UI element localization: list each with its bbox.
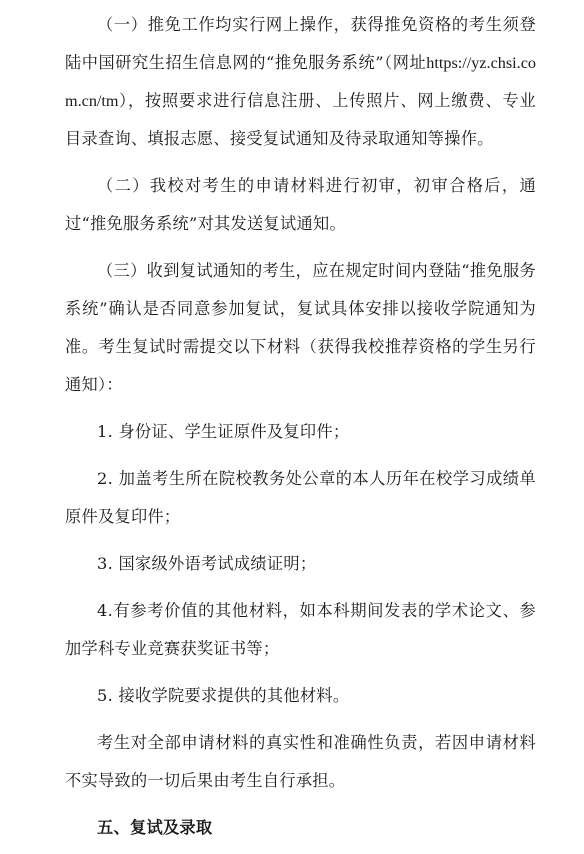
paragraph-authenticity-responsibility: 考生对全部申请材料的真实性和准确性负责，若因申请材料不实导致的一切后果由考生自行承担。 [65, 733, 536, 790]
paragraph-initial-review: （二）我校对考生的申请材料进行初审，初审合格后，通过“推免服务系统”对其发送复试通知。 [65, 176, 536, 233]
website-url: https://yz.chsi.com.cn/tm [65, 54, 536, 110]
list-item-transcript: 2. 加盖考生所在院校教务处公章的本人历年在校学习成绩单原件及复印件； [65, 469, 536, 526]
list-item-id-documents: 1. 身份证、学生证原件及复印件； [97, 422, 350, 441]
list-item-other-reference-materials: 4.有参考价值的其他材料，如本科期间发表的学术论文、参加学科专业竞赛获奖证书等； [65, 601, 536, 658]
paragraph-online-operation [65, 6, 536, 158]
list-item-language-certificate: 3. 国家级外语考试成绩证明； [97, 554, 317, 573]
paragraph-retest-notice: （三）收到复试通知的考生，应在规定时间内登陆“推免服务系统”确认是否同意参加复试，复试具体安排以接收学院通知为准。考生复试时需提交以下材料（获得我校推荐资格的学生另行通知）： [65, 261, 536, 394]
section-heading: 五、复试及录取 [97, 818, 213, 837]
paragraph-text: （一）推免工作均实行网上操作，获得推免资格的考生须登陆中国研究生招生信息网的“推免服务系统”（网址 [65, 15, 536, 72]
paragraph-text: ），按照要求进行信息注册、上传照片、网上缴费、专业目录查询、填报志愿、接受复试通知及待录取通知等操作。 [65, 91, 536, 148]
list-item-college-required-materials: 5. 接收学院要求提供的其他材料。 [97, 686, 350, 705]
